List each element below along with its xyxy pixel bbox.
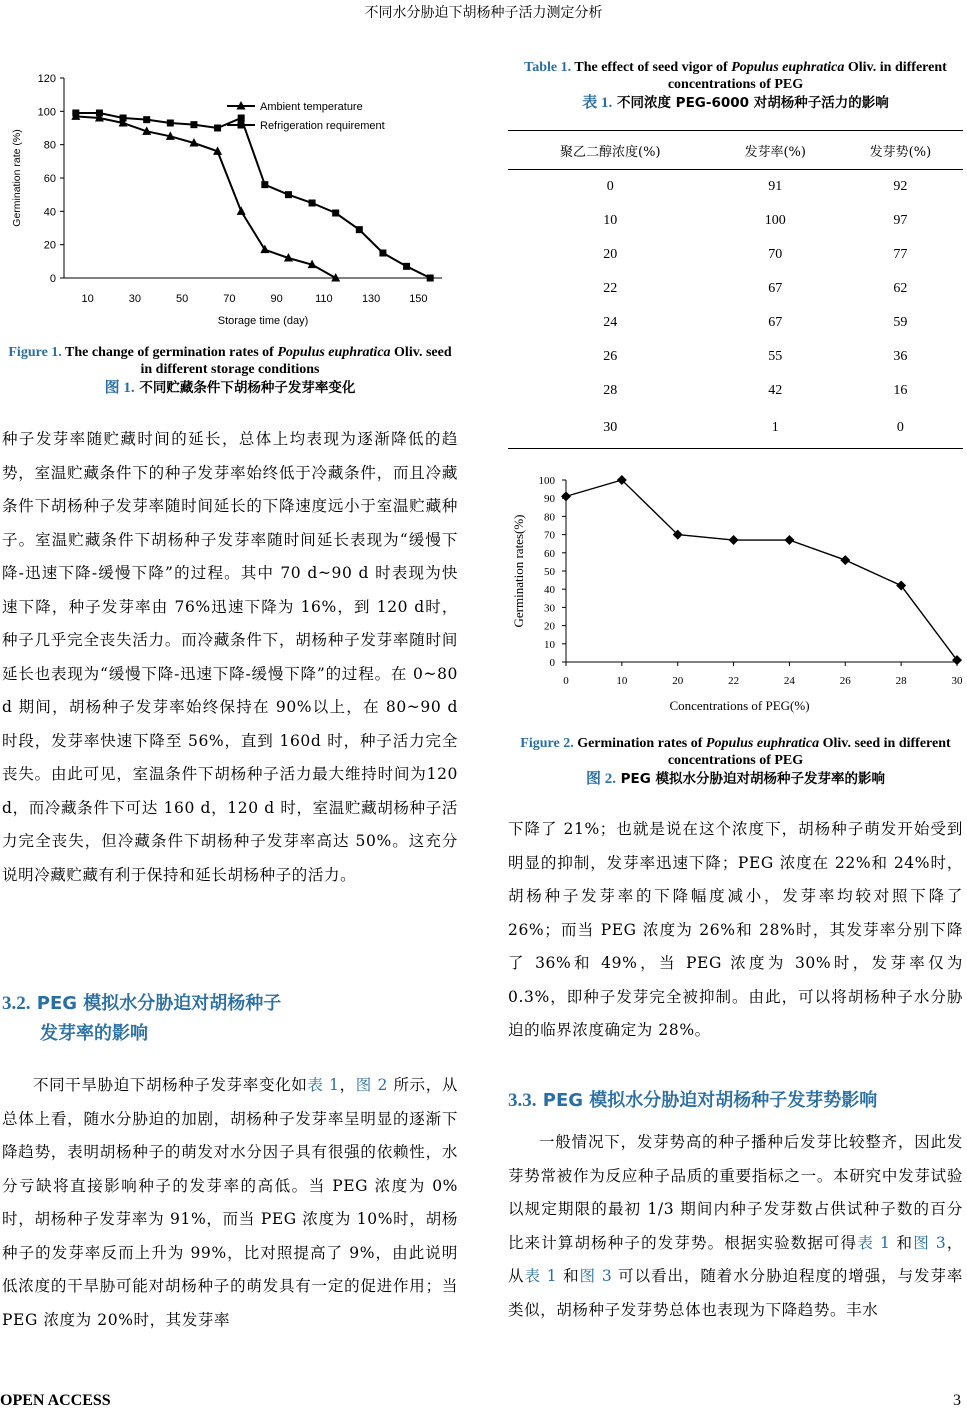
- data-point-square: [120, 115, 127, 122]
- footer-open-access: OPEN ACCESS: [0, 1392, 111, 1409]
- data-point-square: [190, 121, 197, 128]
- data-point-square: [356, 226, 363, 233]
- figure1-chart: [2, 62, 458, 340]
- running-header: 不同水分胁迫下胡杨种子活力测定分析: [364, 5, 603, 21]
- x-tick-label: 28: [895, 675, 907, 687]
- table-row: 30 1 0: [508, 408, 963, 449]
- x-tick-label: 22: [728, 675, 740, 687]
- right-paragraph-2: 一般情况下，发芽势高的种子播种后发芽比较整齐，因此发芽势常被作为反应种子品质的重要指标之一。本研究中发芽试验以规定期限的最初 1/3 期间内种子发芽数占供试种子数的百分比来计算胡杨种子的发芽势。根据实验数据可得表 1 和图 3，从表 1 和图 3 可以看出，随着水分胁迫程度的增强，与发芽率类似，胡杨种子发芽势总体也表现为下降趋势。丰水: [508, 1133, 964, 1319]
- x-tick-label: 10: [616, 675, 628, 687]
- x-tick-label: 0: [563, 675, 569, 687]
- page-number: 3: [953, 1392, 961, 1409]
- y-tick-label: 50: [544, 566, 555, 578]
- x-tick-label: 26: [839, 675, 851, 687]
- y-tick-label: 100: [538, 475, 555, 487]
- data-point-square: [309, 200, 316, 207]
- x-tick-label: 110: [315, 293, 333, 305]
- data-point-diamond: [840, 555, 850, 565]
- data-point-square: [332, 210, 339, 217]
- data-point-diamond: [896, 581, 906, 591]
- y-tick-label: 80: [43, 139, 56, 152]
- data-point-triangle: [237, 206, 246, 215]
- figure2-link[interactable]: 图 2: [355, 1076, 388, 1094]
- data-point-square: [238, 115, 245, 122]
- x-tick-label: 24: [783, 675, 795, 687]
- data-point-square: [96, 110, 103, 117]
- data-point-square: [403, 263, 410, 270]
- x-tick-label: 30: [951, 675, 963, 687]
- table-row: 22 67 62: [603, 281, 908, 296]
- y-tick-label: 70: [544, 529, 555, 542]
- data-point-diamond: [952, 655, 962, 665]
- legend-marker-square: [238, 122, 245, 129]
- series-line-2: [76, 113, 430, 278]
- figure2-caption: [508, 735, 963, 789]
- table1-caption-cn: 表 1. 不同浓度 PEG-6000 对胡杨种子活力的影响: [582, 95, 889, 111]
- y-tick-label: 100: [37, 106, 56, 119]
- y-tick-label: 120: [37, 73, 56, 85]
- data-point-square: [167, 120, 174, 127]
- x-tick-label: 30: [128, 293, 141, 305]
- left-paragraph-2: 不同干旱胁迫下胡杨种子发芽率变化如表 1，图 2 所示，从总体上看，随水分胁迫的加剧，胡杨种子发芽率呈明显的逐渐下降趋势，表明胡杨种子的萌发对水分因子具有很强的依赖性，水分亏缺将直接影响种子的发芽率的高低。当 PEG 浓度为 0%时，胡杨种子发芽率为 91%，而当 PEG 浓度为 10%时，胡杨种子的发芽率反而上升为 99%，比对照提高了 9%，由此说明低浓度的干旱胁可能对胡杨种子的萌发具有一定的促进作用；当 PEG 浓度为 20%时，其发芽率: [2, 1076, 458, 1329]
- figure1-caption-en: Figure 1. The change of germination rates of Populus euphratica Oliv. seed in different storage conditions: [8, 345, 452, 377]
- y-tick-label: 20: [43, 239, 56, 252]
- x-tick-label: 90: [270, 293, 283, 305]
- x-tick-label: 20: [672, 675, 684, 687]
- table1-header-row: [508, 131, 963, 170]
- table-row: 24 67 59: [603, 315, 908, 330]
- data-point-square: [72, 110, 79, 117]
- legend-label-2: Refrigeration requirement: [260, 120, 385, 132]
- left-paragraph-1: 种子发芽率随贮藏时间的延长，总体上均表现为逐渐降低的趋势，室温贮藏条件下的种子发芽率始终低于冷藏条件，而且冷藏条件下胡杨种子发芽率随时间延长的下降速度远小于室温贮藏种子。室温贮藏条件下胡杨种子发芽率随时间延长表现为“缓慢下降-迅速下降-缓慢下降”的过程。其中 70 d~90 d 时表现为快速下降，种子发芽率由 76%迅速下降为 16%，到 120 d时，种子几乎完全丧失活力。而冷藏条件下，胡杨种子发芽率随时间延长也表现为“缓慢下降-迅速下降-缓慢下降”的过程。在 0~80 d 期间，胡杨种子发芽率始终保持在 90%以上，在 80~90 d 时段，发芽率快速下降至 56%，直到 160d 时，种子活力完全丧失。由此可见，室温条件下胡杨种子活力最大维持时间为120 d，而冷藏条件下可达 160 d，120 d 时，室温贮藏胡杨种子活力完全丧失，但冷藏条件下胡杨种子发芽率高达 50%。这充分说明冷藏贮藏有利于保持和延长胡杨种子的活力。: [2, 430, 458, 884]
- y-tick-label: 80: [544, 511, 555, 524]
- y-tick-label: 30: [544, 602, 555, 615]
- x-axis-label: Storage time (day): [217, 315, 309, 327]
- table1-caption-en: Table 1. The effect of seed vigor of Populus euphratica Oliv. in different concentrations of PEG: [524, 60, 947, 92]
- data-point-square: [427, 275, 434, 282]
- table-row: 20 70 77: [603, 247, 908, 262]
- table-row: 26 55 36: [603, 349, 908, 364]
- x-tick-label: 70: [223, 293, 236, 305]
- y-tick-label: 20: [544, 620, 555, 633]
- legend-label-1: Ambient temperature: [260, 101, 363, 113]
- data-point-square: [285, 191, 292, 198]
- figure2-caption-en: Figure 2. Germination rates of Populus euphratica Oliv. seed in different concentrations of PEG: [520, 736, 951, 768]
- data-point-diamond: [729, 535, 739, 545]
- y-tick-label: 60: [43, 173, 56, 185]
- table1-link[interactable]: 表 1: [307, 1076, 340, 1094]
- y-tick-label: 90: [544, 493, 555, 506]
- table-row: 28 42 16: [603, 383, 908, 398]
- figure3-link[interactable]: 图 3: [913, 1233, 947, 1252]
- series-line: [566, 480, 957, 660]
- y-tick-label: 40: [43, 206, 56, 219]
- y-axis-label: Germination rate (%): [11, 129, 23, 227]
- table1-header-cell: 聚乙二醇浓度(%): [508, 131, 713, 170]
- x-tick-label: 10: [81, 293, 94, 305]
- y-axis-label: Germination rates(%): [511, 514, 526, 628]
- table1-link[interactable]: 表 1: [524, 1267, 558, 1285]
- data-point-square: [214, 125, 221, 132]
- section-3-2-heading: 3.2. PEG 模拟水分胁迫对胡杨种子 发芽率的影响: [2, 993, 282, 1044]
- x-tick-label: 130: [361, 293, 381, 305]
- figure3-link[interactable]: 图 3: [579, 1267, 613, 1285]
- data-point-diamond: [561, 491, 571, 501]
- data-point-square: [261, 181, 268, 188]
- table1-caption: [508, 59, 963, 113]
- figure2-caption-cn: 图 2. PEG 模拟水分胁迫对胡杨种子发芽率的影响: [585, 771, 886, 787]
- data-point-square: [379, 250, 386, 257]
- y-tick-label: 0: [549, 657, 555, 669]
- data-point-diamond: [784, 535, 794, 545]
- table-row: 0 91 92: [606, 179, 908, 194]
- table1-link[interactable]: 表 1: [857, 1233, 891, 1252]
- y-tick-label: 40: [544, 584, 555, 597]
- x-tick-label: 50: [176, 293, 189, 305]
- figure1-caption: [2, 344, 458, 398]
- table1-header-cell: 发芽势(%): [838, 131, 963, 170]
- x-tick-label: 150: [409, 293, 428, 305]
- right-paragraph-1: 下降了 21%；也就是说在这个浓度下，胡杨种子萌发开始受到明显的抑制，发芽率迅速下降；PEG 浓度在 22%和 24%时，胡杨种子发芽率的下降幅度减小，发芽率均较对照下降了 26%；而当 PEG 浓度为 26%和 28%时，其发芽率分别下降了 36%和 49%，当 PEG 浓度为 30%时，发芽率仅为 0.3%，即种子发芽完全被抑制。由此，可以将胡杨种子水分胁迫的临界浓度确定为 28%。: [508, 820, 963, 1039]
- x-axis-label: Concentrations of PEG(%): [669, 698, 810, 713]
- figure2-chart: [508, 468, 967, 724]
- figure1-label: Figure 1.: [8, 345, 62, 360]
- table1-header-cell: 发芽率(%): [713, 131, 838, 170]
- y-tick-label: 0: [49, 273, 56, 285]
- y-tick-label: 10: [544, 638, 555, 651]
- table-row: 10 100 97: [603, 213, 908, 228]
- section-3-3-heading: 3.3. PEG 模拟水分胁迫对胡杨种子发芽势影响: [508, 1090, 878, 1111]
- data-point-square: [143, 116, 150, 123]
- y-tick-label: 60: [544, 547, 555, 560]
- table1: [508, 130, 963, 449]
- figure1-caption-cn: 图 1. 不同贮藏条件下胡杨种子发芽率变化: [104, 380, 356, 396]
